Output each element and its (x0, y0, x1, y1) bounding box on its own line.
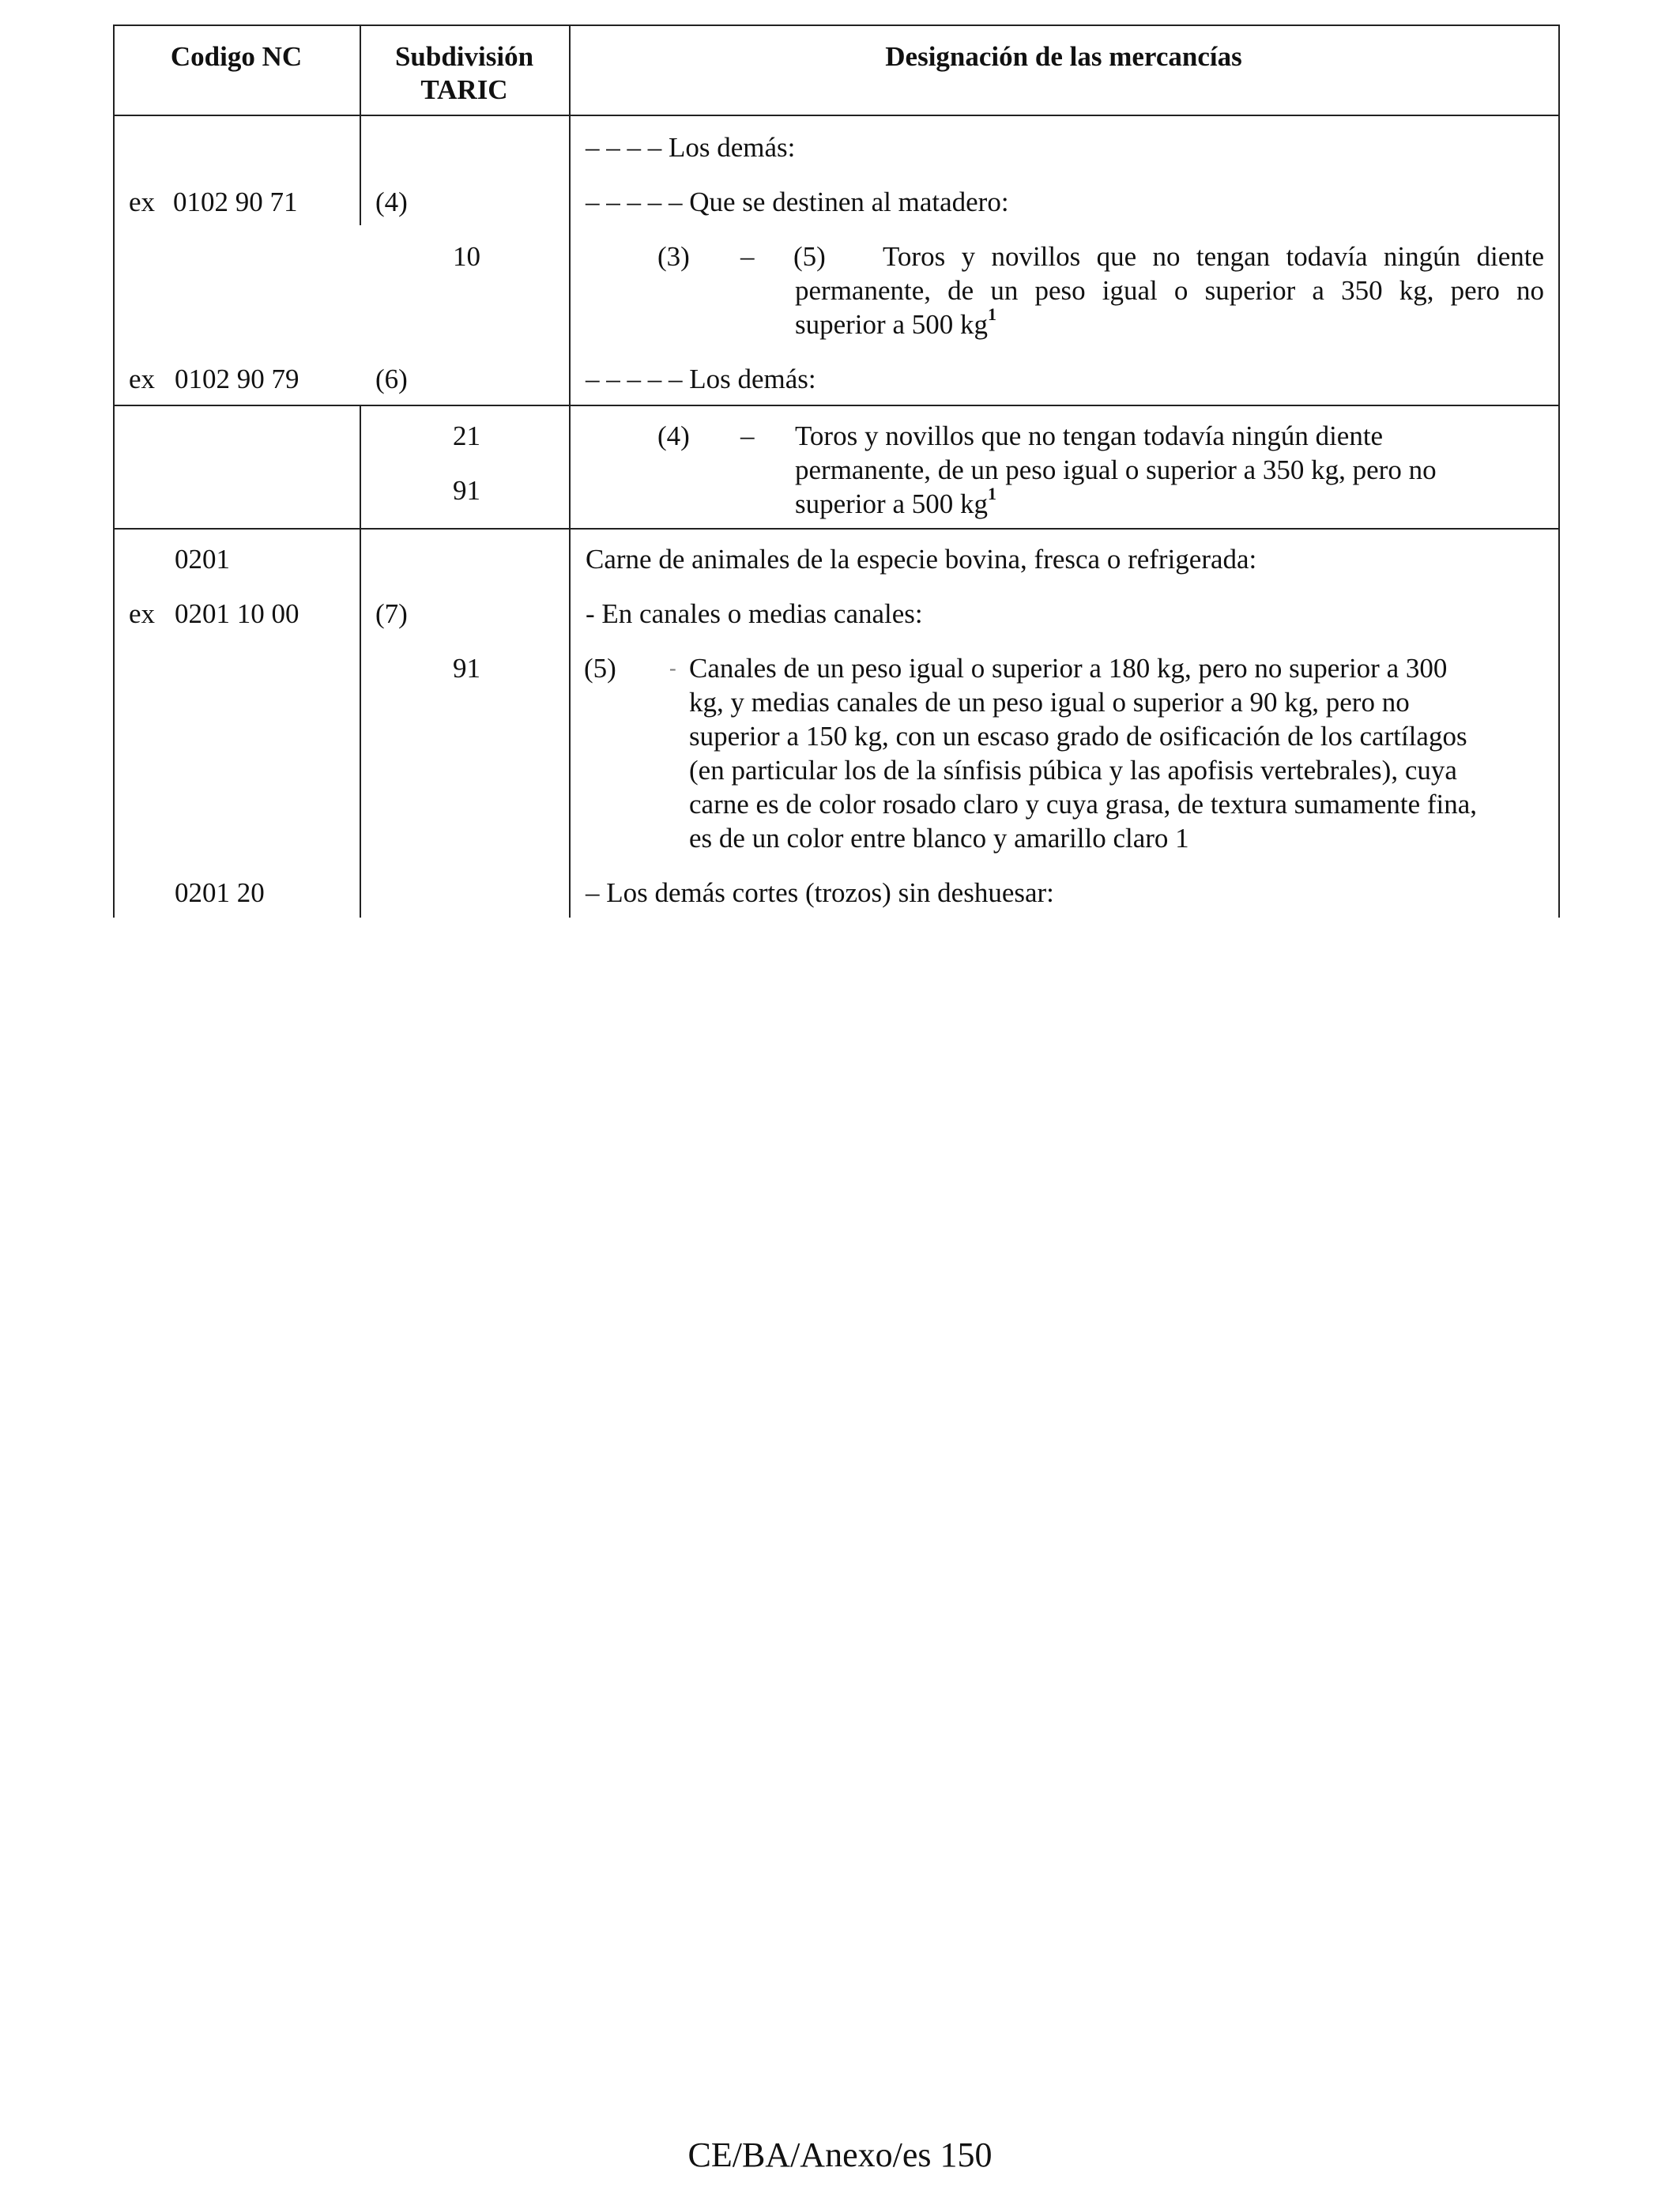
indent-dash: – (740, 241, 755, 272)
row-description: – – – – – Que se destinen al matadero: (586, 187, 1009, 217)
row-description: – – – – Los demás: (586, 132, 796, 163)
header-subdivision: Subdivisión (394, 41, 534, 72)
cn-code: 0102 90 79 (175, 364, 299, 394)
cn-code: 0102 90 71 (173, 187, 298, 217)
row-separator (113, 405, 1560, 406)
page-footer: CE/BA/Anexo/es 150 (687, 2136, 993, 2174)
taric-code: 21 (453, 420, 480, 451)
row-separator (113, 528, 1560, 530)
code-prefix: ex (129, 187, 156, 217)
note-ref: (5) (793, 241, 826, 272)
row-description: Carne de animales de la especie bovina, fresca o refrigerada: (586, 544, 1257, 575)
row-description: carne es de color rosado claro y cuya grasa, de textura sumamente fina, (689, 789, 1478, 820)
table-top-border (113, 25, 1560, 26)
row-description: permanente, de un peso igual o superior a 350 kg, pero no (795, 275, 1544, 306)
footnote-marker: 1 (987, 484, 996, 504)
taric-note: (7) (375, 598, 408, 629)
row-description: es de un color entre blanco y amarillo claro 1 (689, 823, 1189, 854)
row-description: – Los demás cortes (trozos) sin deshuesar: (586, 877, 1054, 908)
row-description: Toros y novillos que no tengan todavía ningún diente (883, 241, 1544, 272)
row-description: (en particular los de la sínfisis púbica y las apofisis vertebrales), cuya (689, 755, 1457, 786)
taric-code: 91 (453, 653, 480, 684)
code-prefix: ex (129, 598, 156, 629)
row-description: Toros y novillos que no tengan todavía ningún diente (795, 420, 1384, 451)
taric-note: (6) (375, 364, 408, 394)
row-description: superior a 150 kg, con un escaso grado de osificación de los cartílagos (689, 721, 1467, 752)
table-left-border (113, 25, 115, 918)
indent-dash: – (740, 420, 755, 451)
header-codigo-nc: Codigo NC (170, 41, 303, 72)
cn-code: 0201 (175, 544, 230, 575)
header-taric: TARIC (420, 74, 508, 105)
note-ref: (4) (657, 420, 690, 451)
indent-dash: - (669, 657, 676, 680)
cn-code: 0201 10 00 (175, 598, 299, 629)
footnote-marker: 1 (987, 304, 996, 325)
row-description: superior a 500 kg$^1$ (795, 304, 996, 340)
column-divider (569, 25, 571, 918)
cn-code: 0201 20 (175, 877, 265, 908)
row-description: – – – – – Los demás: (586, 364, 816, 394)
table-right-border (1558, 25, 1560, 918)
row-description: Canales de un peso igual o superior a 180 kg, pero no superior a 300 (689, 653, 1448, 684)
taric-note: (4) (375, 187, 408, 217)
note-ref: (5) (584, 653, 616, 684)
header-bottom-border (113, 115, 1560, 116)
row-description: permanente, de un peso igual o superior a 350 kg, pero no (795, 454, 1437, 485)
header-designacion: Designación de las mercancías (885, 41, 1242, 72)
row-description: - En canales o medias canales: (586, 598, 923, 629)
row-description: superior a 500 kg$^1$ (795, 484, 996, 519)
taric-code: 10 (453, 241, 480, 272)
taric-code: 91 (453, 475, 480, 506)
code-prefix: ex (129, 364, 156, 394)
row-description: kg, y medias canales de un peso igual o superior a 90 kg, pero no (689, 687, 1410, 718)
note-ref: (3) (657, 241, 690, 272)
